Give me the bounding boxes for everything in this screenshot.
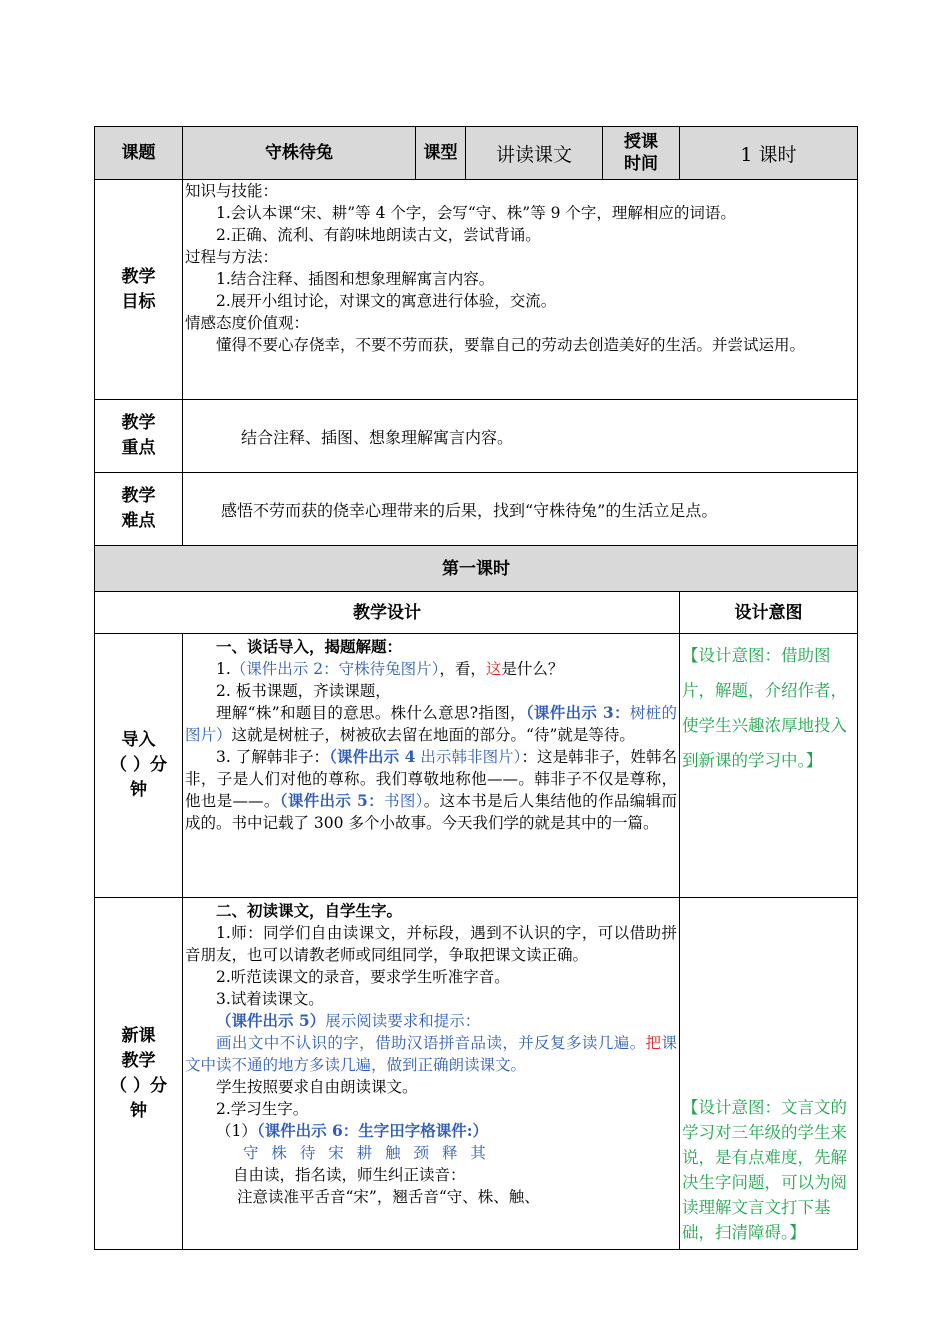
time-value: 1 课时 [680, 127, 858, 180]
goals-line: 2.正确、流利、有韵味地朗读古文，尝试背诵。 [216, 226, 541, 244]
header-row [95, 127, 858, 180]
newlesson-label-line2: 教学 [121, 1050, 156, 1071]
goals-line: 1.会认本课“宋、耕”等 4 个字，会写“守、株”等 9 个字，理解相应的词语。 [216, 204, 736, 222]
time-label-line1: 授课 [624, 132, 658, 152]
newlesson-courseware-6: （1）（课件出示 6：生字田字格课件:） [216, 1121, 489, 1140]
difficulties-label [95, 473, 183, 546]
goals-line: 知识与技能： [185, 182, 279, 200]
intent-column-header: 设计意图 [680, 592, 858, 634]
type-label: 课型 [416, 127, 466, 180]
difficulties-label-line1: 教学 [121, 486, 156, 506]
goals-line: 2.展开小组讨论，对课文的寓意进行体验，交流。 [216, 292, 557, 310]
difficulties-label-line2: 难点 [121, 511, 156, 531]
time-label [603, 127, 680, 180]
goals-line: 过程与方法： [185, 248, 279, 266]
key-points-label-line1: 教学 [121, 413, 156, 433]
newlesson-step-2: 2.听范读课文的录音，要求学生听准字音。 [216, 968, 510, 986]
intro-step-1: 1.（课件出示 2：守株待兔图片），看，这是什么？ [216, 660, 564, 678]
intro-heading: 一、谈话导入，揭题解题： [216, 637, 403, 656]
goals-line: 1.结合注释、插图和想象理解寓言内容。 [216, 270, 495, 288]
newlesson-label-line3: （ ）分 [110, 1075, 167, 1096]
type-value: 讲读课文 [466, 127, 603, 180]
column-header-row [95, 592, 858, 634]
newlesson-label-line1: 新课 [121, 1025, 156, 1046]
intro-step-2: 2. 板书课题，齐读课题， [216, 682, 391, 700]
intro-intent: 【设计意图：借助图片，解题，介绍作者，使学生兴趣浓厚地投入到新课的学习中。】 [680, 634, 858, 898]
difficulties-text: 感悟不劳而获的侥幸心理带来的后果，找到“守株待兔”的生活立足点。 [183, 473, 858, 546]
newlesson-step-read: 学生按照要求自由朗读课文。 [216, 1078, 418, 1096]
intro-label-line3: 钟 [130, 780, 147, 800]
new-characters-list: 守 株 待 宋 耕 触 颈 释 其 [243, 1144, 490, 1162]
difficulties-row [95, 473, 858, 546]
newlesson-step-chars: 2.学习生字。 [216, 1100, 309, 1118]
key-points-row [95, 400, 858, 473]
courseware-link-6: （课件出示 6：生字田字格课件:） [256, 1121, 489, 1140]
topic-label: 课题 [95, 127, 183, 180]
section-title: 第一课时 [95, 546, 858, 592]
goals-content [183, 180, 858, 400]
key-points-label [95, 400, 183, 473]
goals-label-line2: 目标 [121, 291, 156, 312]
lesson-plan-page [94, 126, 857, 1250]
goals-line: 懂得不要心存侥幸，不要不劳而获，要靠自己的劳动去创造美好的生活。并尝试运用。 [216, 336, 806, 354]
newlesson-label-line4: 钟 [130, 1100, 147, 1121]
goals-label [95, 180, 183, 400]
courseware-link-5: （课件出示 5： [279, 791, 384, 810]
intro-step-2-detail: 理解“株”和题目的意思。株什么意思?指图，（课件出示 3：树桩的图片）这就是树桩子，树被砍去留在地面的部分。“待”就是等待。 [185, 703, 677, 744]
newlesson-content [183, 898, 680, 1250]
newlesson-step-3: 3.试着读课文。 [216, 990, 324, 1008]
design-column-header: 教学设计 [95, 592, 680, 634]
courseware-link-5b: （课件出示 5） [216, 1011, 326, 1030]
newlesson-intent: 【设计意图：文言文的学习对三年级的学生来说，是有点难度，先解决生字问题，可以为阅读理解文言文打下基础，扫清障碍。】 [680, 898, 858, 1250]
goals-row [95, 180, 858, 400]
newlesson-pronunciation-note: 注意读准平舌音“宋”，翘舌音“守、株、触、 [237, 1188, 540, 1206]
newlesson-read-instruction: 自由读，指名读，师生纠正读音： [233, 1166, 466, 1184]
key-points-label-line2: 重点 [121, 438, 156, 458]
newlesson-reading-tips: 画出文中不认识的字，借助汉语拼音品读，并反复多读几遍。把课文中读不通的地方多读几遍，做到正确朗读课文。 [185, 1034, 677, 1074]
newlesson-step-1: 1.师：同学们自由读课文，并标段，遇到不认识的字，可以借助拼音朋友，也可以请教老师或同组同学，争取把课文读正确。 [185, 924, 677, 964]
intro-row [95, 634, 858, 898]
courseware-link-4: （课件出示 4 [329, 747, 416, 766]
courseware-link-2: （课件出示 2：守株待兔图片） [230, 660, 440, 678]
courseware-link-3: （课件出示 3： [525, 703, 630, 722]
newlesson-row [95, 898, 858, 1250]
goals-line: 情感态度价值观： [185, 314, 310, 332]
key-points-text: 结合注释、插图、想象理解寓言内容。 [183, 400, 858, 473]
lesson-plan-table [94, 126, 858, 1250]
goals-label-line1: 教学 [121, 266, 156, 287]
newlesson-courseware-5: （课件出示 5）展示阅读要求和提示： [216, 1011, 481, 1030]
intro-label [95, 634, 183, 898]
intro-label-line1: 导入 [121, 730, 156, 750]
intro-label-line2: （ ）分 [110, 755, 167, 775]
topic-value: 守株待兔 [183, 127, 416, 180]
intro-step-3: 3. 了解韩非子：（课件出示 4 出示韩非图片）：这是韩非子，姓韩名非，子是人们对他的尊称。我们尊敬地称他——。韩非子不仅是尊称，他也是——。（课件出示 5：书图）。这本书是后人集结他的作品编辑而成的。书中记载了 300 多个小故事。今天我们学的就是其中的一篇。 [185, 747, 677, 832]
newlesson-heading: 二、初读课文，自学生字。 [216, 901, 403, 920]
time-label-line2: 时间 [624, 154, 658, 174]
intro-content [183, 634, 680, 898]
section-title-row [95, 546, 858, 592]
newlesson-label [95, 898, 183, 1250]
